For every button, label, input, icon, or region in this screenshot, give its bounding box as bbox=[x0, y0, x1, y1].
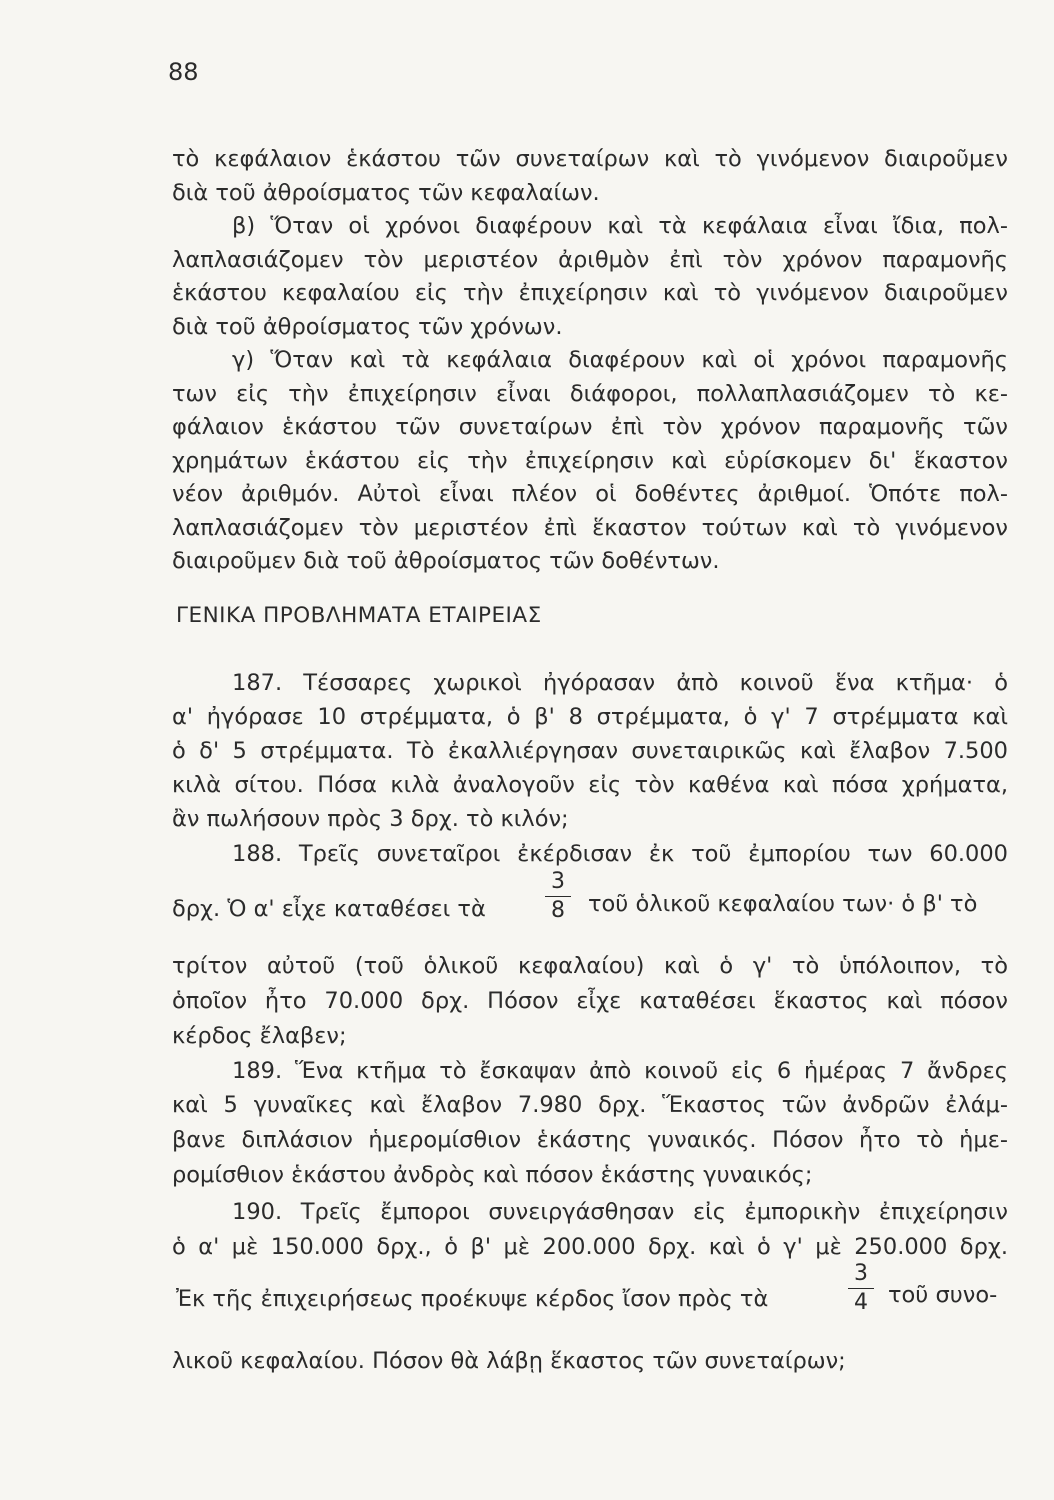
problem-line: τρίτον αὐτοῦ (τοῦ ὁλικοῦ κεφαλαίου) καὶ ὁ γ' τὸ ὑπόλοιπον, τὸ bbox=[172, 953, 1008, 979]
text-line: νέον ἀριθμόν. Αὐτοὶ εἶναι πλέον οἱ δοθέντες ἀριθμοί. Ὁπότε πολ- bbox=[172, 481, 1008, 507]
text-line: διὰ τοῦ ἀθροίσματος τῶν χρόνων. bbox=[172, 314, 563, 340]
fraction-three-quarters bbox=[848, 1262, 874, 1315]
problem-line: ὁ δ' 5 στρέμματα. Τὸ ἐκαλλιέργησαν συνεταιρικῶς καὶ ἔλαβον 7.500 bbox=[172, 738, 1008, 764]
text-line: λαπλασιάζομεν τὸν μεριστέον ἀριθμὸν ἐπὶ τὸν χρόνον παραμονῆς bbox=[172, 247, 1008, 273]
fraction-numerator: 3 bbox=[551, 869, 565, 894]
text-line: διαιροῦμεν διὰ τοῦ ἀθροίσματος τῶν δοθέντων. bbox=[172, 548, 720, 574]
text-line: διὰ τοῦ ἀθροίσματος τῶν κεφαλαίων. bbox=[172, 180, 600, 206]
problem-line: βανε διπλάσιον ἡμερομίσθιον ἑκάστης γυναικός. Πόσον ἦτο τὸ ἡμε- bbox=[172, 1127, 1008, 1153]
problem-line-before-fraction: δρχ. Ὁ α' εἶχε καταθέσει τὰ bbox=[172, 896, 486, 922]
problem-line-before-fraction: Ἐκ τῆς ἐπιχειρήσεως προέκυψε κέρδος ἴσον πρὸς τὰ bbox=[176, 1286, 769, 1312]
problem-line: ὁποῖον ἦτο 70.000 δρχ. Πόσον εἶχε καταθέσει ἕκαστος καὶ πόσον bbox=[172, 988, 1008, 1014]
text-line: λαπλασιάζομεν τὸν μεριστέον ἐπὶ ἕκαστον τούτων καὶ τὸ γινόμενον bbox=[172, 515, 1008, 541]
problem-line: ρομίσθιον ἑκάστου ἀνδρὸς καὶ πόσον ἑκάστης γυναικός; bbox=[172, 1162, 813, 1188]
problem-line: ἂν πωλήσουν πρὸς 3 δρχ. τὸ κιλόν; bbox=[172, 806, 569, 832]
problem-line: α' ἠγόρασε 10 στρέμματα, ὁ β' 8 στρέμματα, ὁ γ' 7 στρέμματα καὶ bbox=[172, 704, 1008, 730]
text-line: χρημάτων ἑκάστου εἰς τὴν ἐπιχείρησιν καὶ εὑρίσκομεν δι' ἕκαστον bbox=[172, 448, 1008, 474]
section-heading: ΓΕΝΙΚΑ ΠΡΟΒΛΗΜΑΤΑ ΕΤΑΙΡΕΙΑΣ bbox=[176, 603, 542, 628]
problem-line-after-fraction: τοῦ ὁλικοῦ κεφαλαίου των· ὁ β' τὸ bbox=[588, 891, 978, 917]
problem-line: κέρδος ἔλαβεν; bbox=[172, 1023, 347, 1049]
fraction-denominator: 4 bbox=[854, 1290, 868, 1315]
problem-line: 188. Τρεῖς συνεταῖροι ἐκέρδισαν ἐκ τοῦ ἐμπορίου των 60.000 bbox=[232, 841, 1008, 867]
problem-line: λικοῦ κεφαλαίου. Πόσον θὰ λάβῃ ἕκαστος τῶν συνεταίρων; bbox=[172, 1348, 846, 1374]
problem-line: 190. Τρεῖς ἔμποροι συνειργάσθησαν εἰς ἐμπορικὴν ἐπιχείρησιν bbox=[232, 1199, 1008, 1225]
problem-line-after-fraction: τοῦ συνο- bbox=[888, 1282, 998, 1308]
problem-line: 187. Τέσσαρες χωρικοὶ ἠγόρασαν ἀπὸ κοινοῦ ἕνα κτῆμα· ὁ bbox=[232, 670, 1008, 696]
text-line: γ) Ὅταν καὶ τὰ κεφάλαια διαφέρουν καὶ οἱ χρόνοι παραμονῆς bbox=[232, 347, 1008, 373]
problem-line: ὁ α' μὲ 150.000 δρχ., ὁ β' μὲ 200.000 δρχ. καὶ ὁ γ' μὲ 250.000 δρχ. bbox=[172, 1234, 1008, 1260]
page-number: 88 bbox=[168, 58, 199, 86]
fraction-three-eighths bbox=[545, 870, 571, 923]
problem-line: 189. Ἕνα κτῆμα τὸ ἔσκαψαν ἀπὸ κοινοῦ εἰς 6 ἡμέρας 7 ἄνδρες bbox=[232, 1058, 1008, 1084]
fraction-bar bbox=[545, 896, 571, 897]
text-line: φάλαιον ἑκάστου τῶν συνεταίρων ἐπὶ τὸν χρόνον παραμονῆς τῶν bbox=[172, 414, 1008, 440]
fraction-numerator: 3 bbox=[854, 1261, 868, 1286]
text-line: ἑκάστου κεφαλαίου εἰς τὴν ἐπιχείρησιν καὶ τὸ γινόμενον διαιροῦμεν bbox=[172, 280, 1008, 306]
problem-line: κιλὰ σίτου. Πόσα κιλὰ ἀναλογοῦν εἰς τὸν καθένα καὶ πόσα χρήματα, bbox=[172, 772, 1008, 798]
text-line: β) Ὅταν οἱ χρόνοι διαφέρουν καὶ τὰ κεφάλαια εἶναι ἴδια, πολ- bbox=[232, 213, 1008, 239]
problem-line: καὶ 5 γυναῖκες καὶ ἔλαβον 7.980 δρχ. Ἕκαστος τῶν ἀνδρῶν ἐλάμ- bbox=[172, 1092, 1008, 1118]
fraction-denominator: 8 bbox=[551, 898, 565, 923]
fraction-bar bbox=[848, 1288, 874, 1289]
text-line: των εἰς τὴν ἐπιχείρησιν εἶναι διάφοροι, πολλαπλασιάζομεν τὸ κε- bbox=[172, 381, 1008, 407]
text-line: τὸ κεφάλαιον ἑκάστου τῶν συνεταίρων καὶ τὸ γινόμενον διαιροῦμεν bbox=[172, 146, 1008, 172]
